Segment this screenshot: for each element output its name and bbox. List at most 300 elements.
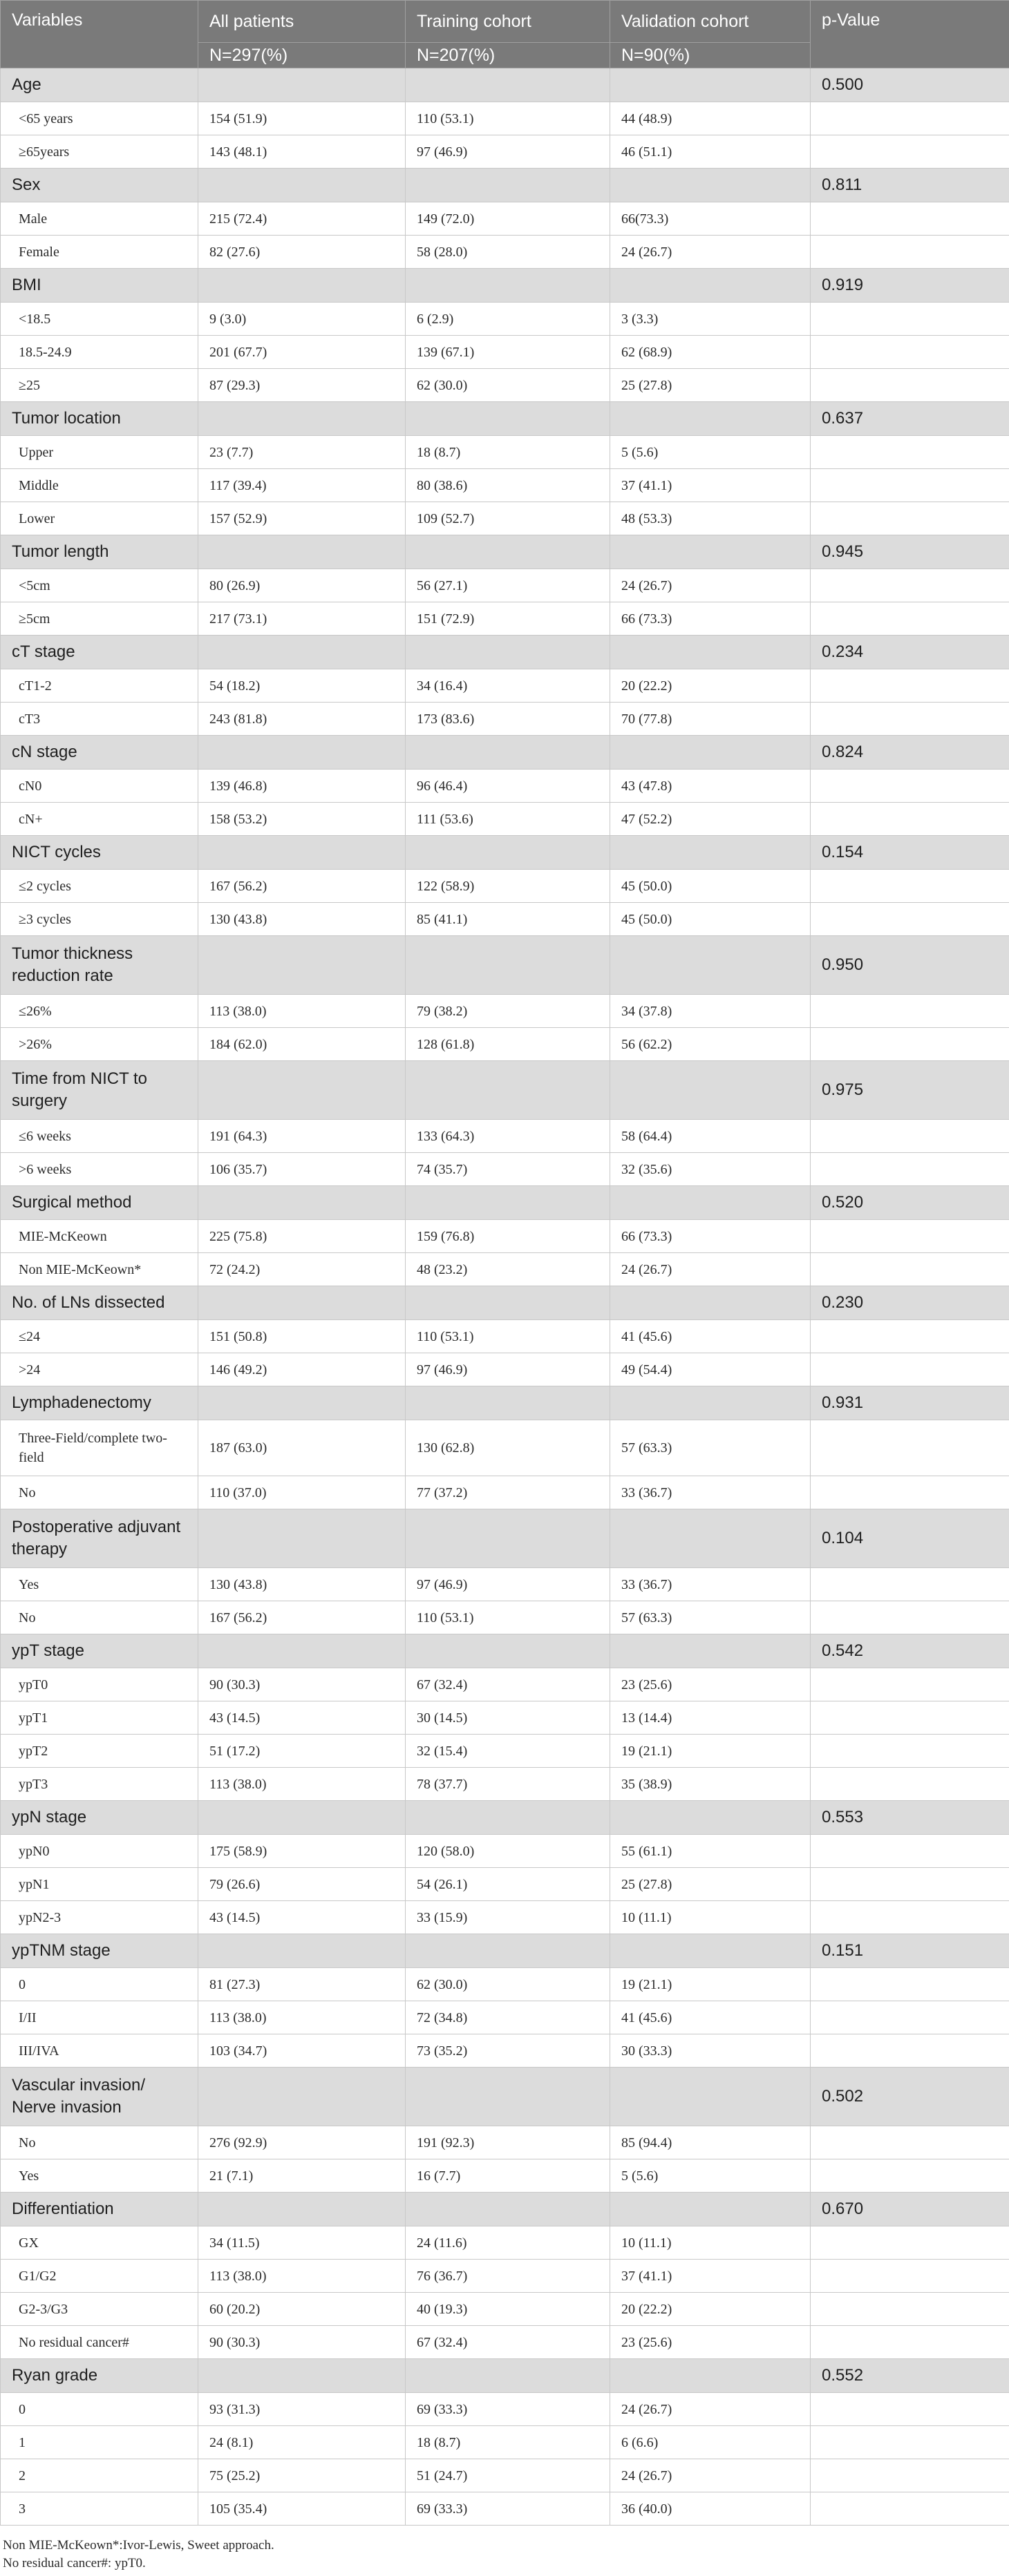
row-training-cohort: 67 (32.4) xyxy=(406,2326,610,2359)
row-training-cohort: 122 (58.9) xyxy=(406,870,610,903)
row-training-cohort: 159 (76.8) xyxy=(406,1220,610,1253)
row-training-cohort: 69 (33.3) xyxy=(406,2492,610,2526)
row-label: ypT1 xyxy=(1,1701,198,1735)
category-row xyxy=(1,2193,1009,2226)
table-row xyxy=(1,1668,1009,1701)
row-p-value-empty xyxy=(811,1420,1009,1476)
row-training-cohort: 191 (92.3) xyxy=(406,2126,610,2159)
row-training-cohort: 72 (34.8) xyxy=(406,2001,610,2034)
table-row xyxy=(1,135,1009,169)
category-all-empty xyxy=(198,535,406,569)
row-validation-cohort: 5 (5.6) xyxy=(610,2159,811,2193)
category-validation-empty xyxy=(610,836,811,870)
category-label: Differentiation xyxy=(1,2193,198,2226)
category-all-empty xyxy=(198,2068,406,2126)
row-p-value-empty xyxy=(811,602,1009,636)
row-validation-cohort: 20 (22.2) xyxy=(610,2293,811,2326)
row-p-value-empty xyxy=(811,1735,1009,1768)
row-label: ≥3 cycles xyxy=(1,903,198,936)
row-training-cohort: 77 (37.2) xyxy=(406,1476,610,1509)
category-validation-empty xyxy=(610,269,811,303)
table-row xyxy=(1,236,1009,269)
category-label: No. of LNs dissected xyxy=(1,1286,198,1320)
category-p-value: 0.637 xyxy=(811,402,1009,436)
row-all-patients: 130 (43.8) xyxy=(198,1568,406,1601)
category-training-empty xyxy=(406,1634,610,1668)
row-p-value-empty xyxy=(811,2293,1009,2326)
category-row xyxy=(1,402,1009,436)
row-training-cohort: 62 (30.0) xyxy=(406,1968,610,2001)
category-row xyxy=(1,636,1009,669)
row-all-patients: 117 (39.4) xyxy=(198,469,406,502)
category-all-empty xyxy=(198,1386,406,1420)
table-row xyxy=(1,602,1009,636)
row-p-value-empty xyxy=(811,903,1009,936)
row-training-cohort: 149 (72.0) xyxy=(406,202,610,236)
category-p-value: 0.552 xyxy=(811,2359,1009,2393)
row-validation-cohort: 56 (62.2) xyxy=(610,1028,811,1061)
row-all-patients: 87 (29.3) xyxy=(198,369,406,402)
table-body xyxy=(1,68,1009,2526)
row-all-patients: 113 (38.0) xyxy=(198,995,406,1028)
category-p-value: 0.230 xyxy=(811,1286,1009,1320)
row-training-cohort: 173 (83.6) xyxy=(406,703,610,736)
table-row xyxy=(1,1353,1009,1386)
table-row xyxy=(1,2034,1009,2068)
row-p-value-empty xyxy=(811,2034,1009,2068)
row-label: ≤6 weeks xyxy=(1,1120,198,1153)
row-all-patients: 151 (50.8) xyxy=(198,1320,406,1353)
table-row xyxy=(1,2293,1009,2326)
row-label: 3 xyxy=(1,2492,198,2526)
row-validation-cohort: 19 (21.1) xyxy=(610,1735,811,1768)
category-p-value: 0.500 xyxy=(811,68,1009,102)
row-p-value-empty xyxy=(811,102,1009,135)
category-row xyxy=(1,836,1009,870)
category-all-empty xyxy=(198,736,406,770)
row-training-cohort: 78 (37.7) xyxy=(406,1768,610,1801)
row-label: No xyxy=(1,1476,198,1509)
table-row xyxy=(1,1568,1009,1601)
row-all-patients: 157 (52.9) xyxy=(198,502,406,535)
row-all-patients: 54 (18.2) xyxy=(198,669,406,703)
category-all-empty xyxy=(198,169,406,202)
row-training-cohort: 32 (15.4) xyxy=(406,1735,610,1768)
row-training-cohort: 33 (15.9) xyxy=(406,1901,610,1934)
category-training-empty xyxy=(406,1186,610,1220)
category-row xyxy=(1,2068,1009,2126)
category-p-value: 0.154 xyxy=(811,836,1009,870)
row-training-cohort: 54 (26.1) xyxy=(406,1868,610,1901)
category-all-empty xyxy=(198,2359,406,2393)
row-validation-cohort: 45 (50.0) xyxy=(610,870,811,903)
category-validation-empty xyxy=(610,1186,811,1220)
row-validation-cohort: 32 (35.6) xyxy=(610,1153,811,1186)
category-p-value: 0.811 xyxy=(811,169,1009,202)
table-row xyxy=(1,1253,1009,1286)
header-all-patients: All patients xyxy=(198,1,406,43)
category-row xyxy=(1,1509,1009,1568)
row-training-cohort: 30 (14.5) xyxy=(406,1701,610,1735)
row-p-value-empty xyxy=(811,369,1009,402)
row-training-cohort: 76 (36.7) xyxy=(406,2260,610,2293)
header-training-cohort: Training cohort xyxy=(406,1,610,43)
category-validation-empty xyxy=(610,2193,811,2226)
row-training-cohort: 97 (46.9) xyxy=(406,1353,610,1386)
table-row xyxy=(1,803,1009,836)
row-p-value-empty xyxy=(811,1668,1009,1701)
row-label: No residual cancer# xyxy=(1,2326,198,2359)
row-label: >6 weeks xyxy=(1,1153,198,1186)
row-label: ≤24 xyxy=(1,1320,198,1353)
table-row xyxy=(1,369,1009,402)
row-p-value-empty xyxy=(811,1768,1009,1801)
category-label: Ryan grade xyxy=(1,2359,198,2393)
header-all-patients-n: N=297(%) xyxy=(198,43,406,68)
row-training-cohort: 18 (8.7) xyxy=(406,436,610,469)
table-row xyxy=(1,303,1009,336)
category-validation-empty xyxy=(610,636,811,669)
row-validation-cohort: 62 (68.9) xyxy=(610,336,811,369)
category-training-empty xyxy=(406,2359,610,2393)
row-validation-cohort: 55 (61.1) xyxy=(610,1835,811,1868)
table-row xyxy=(1,2226,1009,2260)
category-training-empty xyxy=(406,535,610,569)
row-all-patients: 51 (17.2) xyxy=(198,1735,406,1768)
row-p-value-empty xyxy=(811,669,1009,703)
row-all-patients: 21 (7.1) xyxy=(198,2159,406,2193)
row-label: ≤26% xyxy=(1,995,198,1028)
category-all-empty xyxy=(198,1801,406,1835)
row-training-cohort: 56 (27.1) xyxy=(406,569,610,602)
row-p-value-empty xyxy=(811,1153,1009,1186)
table-row xyxy=(1,2326,1009,2359)
row-all-patients: 201 (67.7) xyxy=(198,336,406,369)
row-p-value-empty xyxy=(811,2426,1009,2459)
row-training-cohort: 110 (53.1) xyxy=(406,1320,610,1353)
row-validation-cohort: 46 (51.1) xyxy=(610,135,811,169)
row-training-cohort: 58 (28.0) xyxy=(406,236,610,269)
table-row xyxy=(1,2426,1009,2459)
category-label: NICT cycles xyxy=(1,836,198,870)
row-training-cohort: 80 (38.6) xyxy=(406,469,610,502)
row-p-value-empty xyxy=(811,303,1009,336)
row-validation-cohort: 23 (25.6) xyxy=(610,2326,811,2359)
row-label: ≥25 xyxy=(1,369,198,402)
row-p-value-empty xyxy=(811,803,1009,836)
row-p-value-empty xyxy=(811,770,1009,803)
row-validation-cohort: 41 (45.6) xyxy=(610,2001,811,2034)
row-p-value-empty xyxy=(811,1601,1009,1634)
table-row xyxy=(1,1968,1009,2001)
category-p-value: 0.945 xyxy=(811,535,1009,569)
table-row xyxy=(1,870,1009,903)
table-row xyxy=(1,1120,1009,1153)
row-validation-cohort: 66 (73.3) xyxy=(610,1220,811,1253)
category-all-empty xyxy=(198,1934,406,1968)
category-validation-empty xyxy=(610,68,811,102)
category-row xyxy=(1,169,1009,202)
row-all-patients: 139 (46.8) xyxy=(198,770,406,803)
row-all-patients: 79 (26.6) xyxy=(198,1868,406,1901)
row-all-patients: 243 (81.8) xyxy=(198,703,406,736)
category-label: ypTNM stage xyxy=(1,1934,198,1968)
category-row xyxy=(1,1634,1009,1668)
row-validation-cohort: 48 (53.3) xyxy=(610,502,811,535)
row-all-patients: 106 (35.7) xyxy=(198,1153,406,1186)
row-label: <65 years xyxy=(1,102,198,135)
row-validation-cohort: 6 (6.6) xyxy=(610,2426,811,2459)
row-label: Three-Field/complete two-field xyxy=(1,1420,198,1476)
row-label: 0 xyxy=(1,1968,198,2001)
category-row xyxy=(1,1386,1009,1420)
row-training-cohort: 69 (33.3) xyxy=(406,2393,610,2426)
category-label: Tumor location xyxy=(1,402,198,436)
table-row xyxy=(1,2126,1009,2159)
category-p-value: 0.975 xyxy=(811,1061,1009,1120)
category-label: ypN stage xyxy=(1,1801,198,1835)
category-all-empty xyxy=(198,636,406,669)
category-row xyxy=(1,936,1009,995)
category-training-empty xyxy=(406,736,610,770)
row-p-value-empty xyxy=(811,2159,1009,2193)
row-training-cohort: 67 (32.4) xyxy=(406,1668,610,1701)
category-all-empty xyxy=(198,1634,406,1668)
row-all-patients: 81 (27.3) xyxy=(198,1968,406,2001)
row-validation-cohort: 58 (64.4) xyxy=(610,1120,811,1153)
category-p-value: 0.670 xyxy=(811,2193,1009,2226)
row-p-value-empty xyxy=(811,1968,1009,2001)
row-label: 18.5-24.9 xyxy=(1,336,198,369)
row-training-cohort: 96 (46.4) xyxy=(406,770,610,803)
row-label: Lower xyxy=(1,502,198,535)
category-training-empty xyxy=(406,836,610,870)
table-row xyxy=(1,569,1009,602)
row-validation-cohort: 3 (3.3) xyxy=(610,303,811,336)
row-validation-cohort: 47 (52.2) xyxy=(610,803,811,836)
row-training-cohort: 133 (64.3) xyxy=(406,1120,610,1153)
row-training-cohort: 109 (52.7) xyxy=(406,502,610,535)
row-label: cN+ xyxy=(1,803,198,836)
header-row-titles xyxy=(1,1,1009,43)
category-label: cN stage xyxy=(1,736,198,770)
row-all-patients: 90 (30.3) xyxy=(198,2326,406,2359)
footnote-no-residual-cancer: No residual cancer#: ypT0. xyxy=(3,2556,146,2570)
row-validation-cohort: 19 (21.1) xyxy=(610,1968,811,2001)
category-training-empty xyxy=(406,1934,610,1968)
row-validation-cohort: 25 (27.8) xyxy=(610,1868,811,1901)
row-all-patients: 167 (56.2) xyxy=(198,870,406,903)
row-validation-cohort: 66 (73.3) xyxy=(610,602,811,636)
row-p-value-empty xyxy=(811,236,1009,269)
category-training-empty xyxy=(406,402,610,436)
row-p-value-empty xyxy=(811,1901,1009,1934)
table-row xyxy=(1,469,1009,502)
row-p-value-empty xyxy=(811,1701,1009,1735)
row-p-value-empty xyxy=(811,2459,1009,2492)
category-validation-empty xyxy=(610,2068,811,2126)
category-validation-empty xyxy=(610,169,811,202)
category-label: Tumor length xyxy=(1,535,198,569)
table-row xyxy=(1,2492,1009,2526)
row-all-patients: 75 (25.2) xyxy=(198,2459,406,2492)
row-training-cohort: 111 (53.6) xyxy=(406,803,610,836)
row-all-patients: 43 (14.5) xyxy=(198,1701,406,1735)
category-all-empty xyxy=(198,1061,406,1120)
row-validation-cohort: 13 (14.4) xyxy=(610,1701,811,1735)
category-label: BMI xyxy=(1,269,198,303)
category-validation-empty xyxy=(610,1509,811,1568)
row-validation-cohort: 36 (40.0) xyxy=(610,2492,811,2526)
table-row xyxy=(1,1420,1009,1476)
row-p-value-empty xyxy=(811,1568,1009,1601)
category-row xyxy=(1,68,1009,102)
row-p-value-empty xyxy=(811,1120,1009,1153)
row-label: Male xyxy=(1,202,198,236)
table-row xyxy=(1,703,1009,736)
row-p-value-empty xyxy=(811,1476,1009,1509)
row-training-cohort: 18 (8.7) xyxy=(406,2426,610,2459)
category-validation-empty xyxy=(610,402,811,436)
row-label: 1 xyxy=(1,2426,198,2459)
row-all-patients: 93 (31.3) xyxy=(198,2393,406,2426)
row-all-patients: 90 (30.3) xyxy=(198,1668,406,1701)
table-row xyxy=(1,1835,1009,1868)
category-validation-empty xyxy=(610,535,811,569)
row-training-cohort: 110 (53.1) xyxy=(406,1601,610,1634)
row-label: Female xyxy=(1,236,198,269)
row-validation-cohort: 44 (48.9) xyxy=(610,102,811,135)
row-validation-cohort: 25 (27.8) xyxy=(610,369,811,402)
row-validation-cohort: 20 (22.2) xyxy=(610,669,811,703)
row-all-patients: 184 (62.0) xyxy=(198,1028,406,1061)
row-all-patients: 167 (56.2) xyxy=(198,1601,406,1634)
row-validation-cohort: 30 (33.3) xyxy=(610,2034,811,2068)
category-p-value: 0.931 xyxy=(811,1386,1009,1420)
category-training-empty xyxy=(406,2193,610,2226)
category-all-empty xyxy=(198,68,406,102)
table-row xyxy=(1,202,1009,236)
header-training-cohort-n: N=207(%) xyxy=(406,43,610,68)
row-all-patients: 146 (49.2) xyxy=(198,1353,406,1386)
row-validation-cohort: 10 (11.1) xyxy=(610,2226,811,2260)
row-training-cohort: 51 (24.7) xyxy=(406,2459,610,2492)
row-all-patients: 110 (37.0) xyxy=(198,1476,406,1509)
table-row xyxy=(1,1220,1009,1253)
row-training-cohort: 128 (61.8) xyxy=(406,1028,610,1061)
row-label: G1/G2 xyxy=(1,2260,198,2293)
row-p-value-empty xyxy=(811,1320,1009,1353)
table-row xyxy=(1,2159,1009,2193)
row-validation-cohort: 35 (38.9) xyxy=(610,1768,811,1801)
table-row xyxy=(1,1320,1009,1353)
row-training-cohort: 40 (19.3) xyxy=(406,2293,610,2326)
row-validation-cohort: 57 (63.3) xyxy=(610,1601,811,1634)
row-p-value-empty xyxy=(811,995,1009,1028)
row-training-cohort: 130 (62.8) xyxy=(406,1420,610,1476)
row-label: cT1-2 xyxy=(1,669,198,703)
row-p-value-empty xyxy=(811,2226,1009,2260)
row-p-value-empty xyxy=(811,1028,1009,1061)
category-all-empty xyxy=(198,836,406,870)
table-row xyxy=(1,903,1009,936)
category-training-empty xyxy=(406,636,610,669)
category-row xyxy=(1,736,1009,770)
row-p-value-empty xyxy=(811,1353,1009,1386)
row-training-cohort: 16 (7.7) xyxy=(406,2159,610,2193)
category-label: Sex xyxy=(1,169,198,202)
row-validation-cohort: 34 (37.8) xyxy=(610,995,811,1028)
table-row xyxy=(1,1701,1009,1735)
row-training-cohort: 73 (35.2) xyxy=(406,2034,610,2068)
table-row xyxy=(1,1153,1009,1186)
row-validation-cohort: 41 (45.6) xyxy=(610,1320,811,1353)
category-label: Age xyxy=(1,68,198,102)
table-row xyxy=(1,995,1009,1028)
table-row xyxy=(1,102,1009,135)
row-label: G2-3/G3 xyxy=(1,2293,198,2326)
row-p-value-empty xyxy=(811,2492,1009,2526)
category-label: Time from NICT to surgery xyxy=(1,1061,198,1120)
category-row xyxy=(1,269,1009,303)
row-all-patients: 113 (38.0) xyxy=(198,2001,406,2034)
row-label: Yes xyxy=(1,2159,198,2193)
category-row xyxy=(1,1801,1009,1835)
table-row xyxy=(1,1735,1009,1768)
row-label: No xyxy=(1,2126,198,2159)
row-validation-cohort: 33 (36.7) xyxy=(610,1476,811,1509)
table-row xyxy=(1,1768,1009,1801)
table-row xyxy=(1,2393,1009,2426)
row-p-value-empty xyxy=(811,336,1009,369)
category-label: cT stage xyxy=(1,636,198,669)
row-validation-cohort: 57 (63.3) xyxy=(610,1420,811,1476)
row-all-patients: 113 (38.0) xyxy=(198,1768,406,1801)
row-p-value-empty xyxy=(811,870,1009,903)
header-variables: Variables xyxy=(1,1,198,68)
category-p-value: 0.151 xyxy=(811,1934,1009,1968)
row-training-cohort: 110 (53.1) xyxy=(406,102,610,135)
row-validation-cohort: 49 (54.4) xyxy=(610,1353,811,1386)
row-label: 0 xyxy=(1,2393,198,2426)
row-p-value-empty xyxy=(811,1253,1009,1286)
row-label: MIE-McKeown xyxy=(1,1220,198,1253)
row-p-value-empty xyxy=(811,2126,1009,2159)
table-row xyxy=(1,669,1009,703)
row-all-patients: 72 (24.2) xyxy=(198,1253,406,1286)
row-p-value-empty xyxy=(811,569,1009,602)
row-label: ≤2 cycles xyxy=(1,870,198,903)
row-label: <18.5 xyxy=(1,303,198,336)
row-training-cohort: 74 (35.7) xyxy=(406,1153,610,1186)
category-label: ypT stage xyxy=(1,1634,198,1668)
row-training-cohort: 120 (58.0) xyxy=(406,1835,610,1868)
row-training-cohort: 34 (16.4) xyxy=(406,669,610,703)
row-label: No xyxy=(1,1601,198,1634)
category-label: Tumor thickness reduction rate xyxy=(1,936,198,995)
row-all-patients: 175 (58.9) xyxy=(198,1835,406,1868)
category-row xyxy=(1,1934,1009,1968)
row-all-patients: 154 (51.9) xyxy=(198,102,406,135)
row-validation-cohort: 85 (94.4) xyxy=(610,2126,811,2159)
row-label: >24 xyxy=(1,1353,198,1386)
row-all-patients: 143 (48.1) xyxy=(198,135,406,169)
category-p-value: 0.824 xyxy=(811,736,1009,770)
row-validation-cohort: 66(73.3) xyxy=(610,202,811,236)
category-p-value: 0.234 xyxy=(811,636,1009,669)
row-all-patients: 130 (43.8) xyxy=(198,903,406,936)
row-p-value-empty xyxy=(811,703,1009,736)
